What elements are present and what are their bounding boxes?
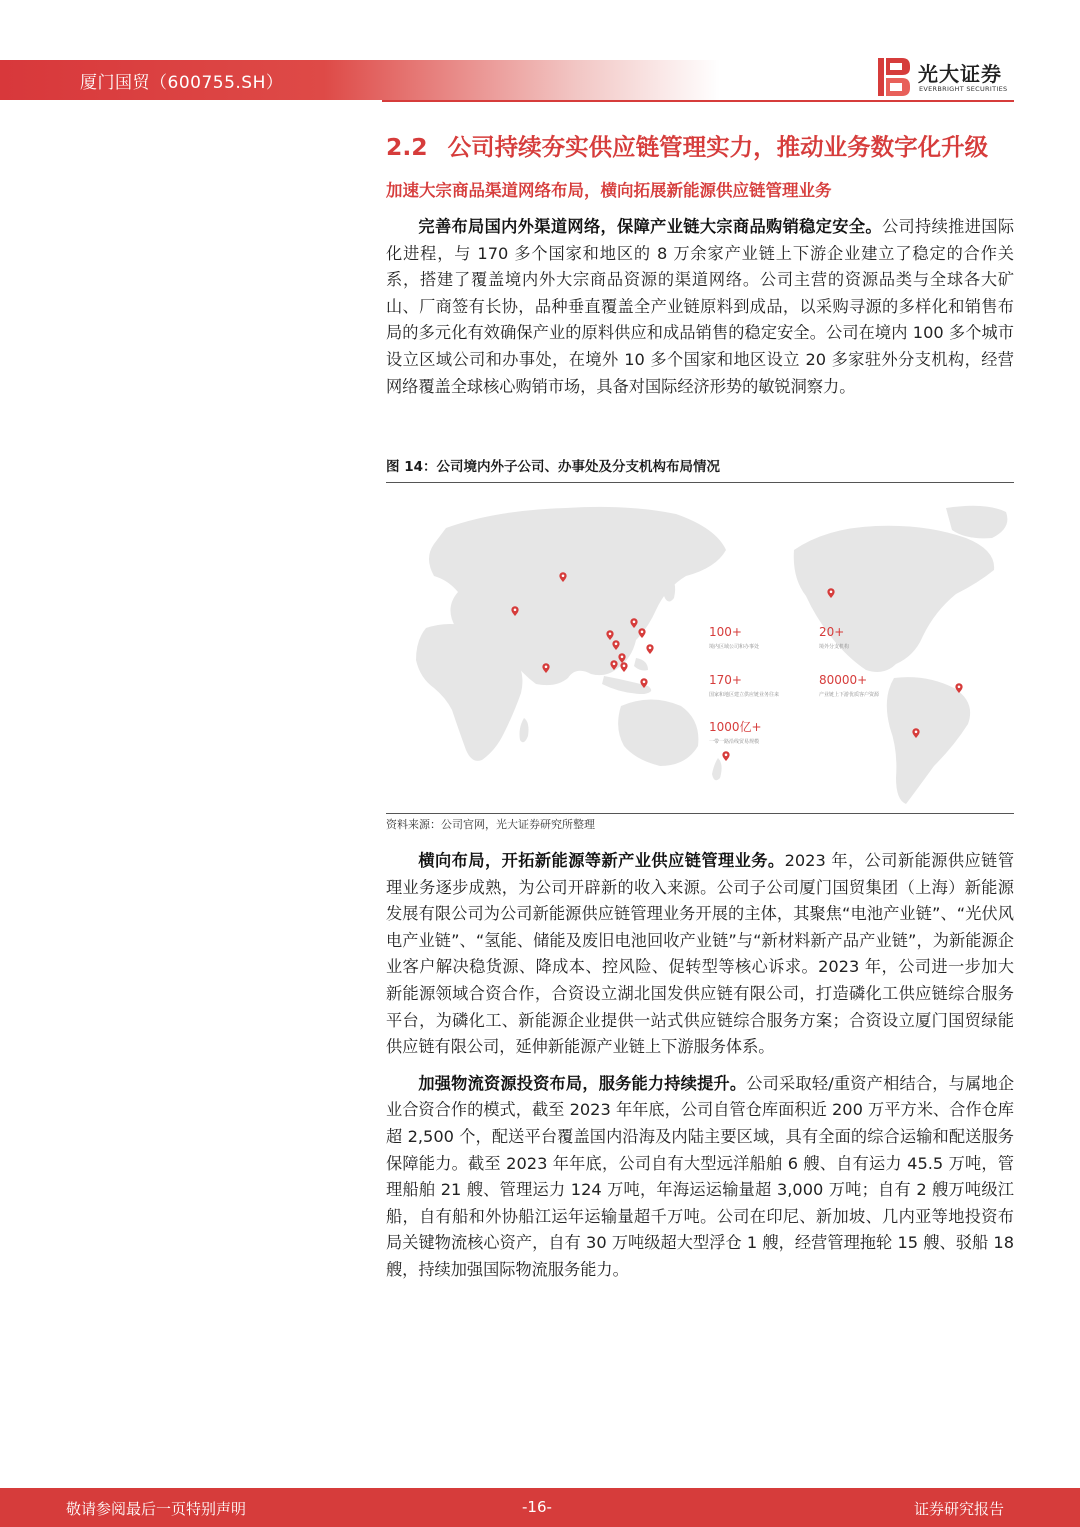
stat-value-domestic-offices: 100+ [709,625,742,639]
paragraph-body: 公司采取轻/重资产相结合，与属地企业合资合作的模式，截至 2023 年年底，公司自管仓库面积近 200 万平方米、合作仓库超 2,500 个，配送平台覆盖国内沿海及内陆主要区域，具有全面的综合运输和配送服务保障能力。截至 2023 年年底，公司自有大型远洋船舶 6 艘、自有运力 45.5 万吨，管理船舶 21 艘、管理运力 124 万吨，年海运运输量超 3,000 万吨；自有 2 艘万吨级江船，自有船和外协船江运年运输量超千万吨。公司在印尼、新加坡、几内亚等地投资布局关键物流核心资产，自有 30 万吨级超大型浮仓 1 艘，经营管理拖轮 15 艘、驳船 18 艘，持续加强国际物流服务能力。 [386,1073,1015,1279]
map-landmass [416,506,1007,804]
paragraph-lead: 完善布局国内外渠道网络，保障产业链大宗商品购销稳定安全。 [418,217,882,236]
world-map-figure [386,488,1014,810]
location-pin-icon [620,662,627,672]
figure-title: 图 14：公司境内外子公司、办事处及分支机构布局情况 [386,459,720,475]
australia-landmass [618,700,698,767]
stat-label-domestic-offices: 境内区域公司和办事处 [709,644,760,650]
figure-top-rule [386,482,1014,483]
content-bottom [386,848,1014,1284]
logo-english-name: EVERBRIGHT SECURITIES [919,85,1008,93]
paragraph-new-energy [386,848,1014,1061]
location-pin-icon [638,628,645,638]
south-america-landmass [887,677,970,804]
new-zealand-landmass [712,758,722,780]
section-number: 2.2 [386,133,428,161]
logo-chinese-name: 光大证券 [918,62,1002,86]
paragraph-lead: 加强物流资源投资布局，服务能力持续提升。 [418,1073,747,1093]
paragraph-lead: 横向布局，开拓新能源等新产业供应链管理业务。 [418,851,785,870]
section-heading [386,128,1014,166]
stat-label-overseas-branches: 境外分支机构 [819,644,850,650]
madagascar-landmass [520,718,529,742]
stat-value-customers: 80000+ [819,673,868,687]
africa-landmass [416,624,522,761]
everbright-logo [878,58,1018,98]
paragraph-body: 公司持续推进国际化进程，与 170 多个国家和地区的 8 万余家产业链上下游企业建立了稳定的合作关系，搭建了覆盖境内外大宗商品资源的渠道网络。公司主营的资源品类与全球各大矿山、厂商签有长协，品种垂直覆盖全产业链原料到成品，以采购寻源的多样化和销售布局的多元化有效确保产业的原料供应和成品销售的稳定安全。公司在境内 100 多个城市设立区域公司和办事处，在境外 10 多个国家和地区设立 20 多家驻外分支机构，经营网络覆盖全球核心购销市场，具备对国际经济形势的敏锐洞察力。 [386,217,1015,396]
stat-value-belt-road: 1000亿+ [709,720,762,734]
location-pin-icon [646,644,653,654]
everbright-logo-icon [878,58,910,96]
paragraph-body: 2023 年，公司新能源供应链管理业务逐步成熟，为公司开辟新的收入来源。公司子公司厦门国贸集团（上海）新能源发展有限公司为公司新能源供应链管理业务开展的主体，其聚焦“电池产业链”、“光伏风电产业链”、“氢能、储能及废旧电池回收产业链”与“新材料新产品产业链”，为新能源企业客户解决稳货源、降成本、控风险、促转型等核心诉求。2023 年，公司进一步加大新能源领域合资合作，合资设立湖北国发供应链有限公司，打造磷化工供应链综合服务平台，为磷化工、新能源企业提供一站式供应链综合服务方案；合资设立厦门国贸绿能供应链有限公司，延伸新能源产业链上下游服务体系。 [386,851,1015,1057]
footer-report-type: 证券研究报告 [913,1500,1004,1518]
stat-label-countries: 国家和地区建立供应链业务往来 [709,692,780,698]
section-subtitle: 加速大宗商品渠道网络布局，横向拓展新能源供应链管理业务 [386,181,832,200]
section-title: 公司持续夯实供应链管理实力，推动业务数字化升级 [447,133,989,161]
greenland-landmass [946,506,1007,539]
north-america-landmass [794,526,994,672]
figure-bottom-rule [386,813,1014,814]
page-footer [0,1488,1080,1527]
paragraph-channel-network [386,214,1014,400]
stat-value-overseas-branches: 20+ [819,625,845,639]
paragraph-logistics [386,1071,1014,1284]
figure-source: 资料来源：公司官网，光大证券研究所整理 [386,818,595,831]
stat-label-customers: 产业链上下游优质客户资源 [819,692,880,698]
content-top [386,128,1014,400]
page-number: -16- [522,1498,552,1516]
stat-label-belt-road: 一带一路沿线贸易规模 [709,739,760,745]
footer-disclaimer: 敬请参阅最后一页特别声明 [66,1500,247,1518]
report-company-title: 厦门国贸（600755.SH） [80,73,284,93]
location-pin-icon [722,751,729,761]
stat-value-countries: 170+ [709,673,742,687]
header-rule [382,100,1014,102]
